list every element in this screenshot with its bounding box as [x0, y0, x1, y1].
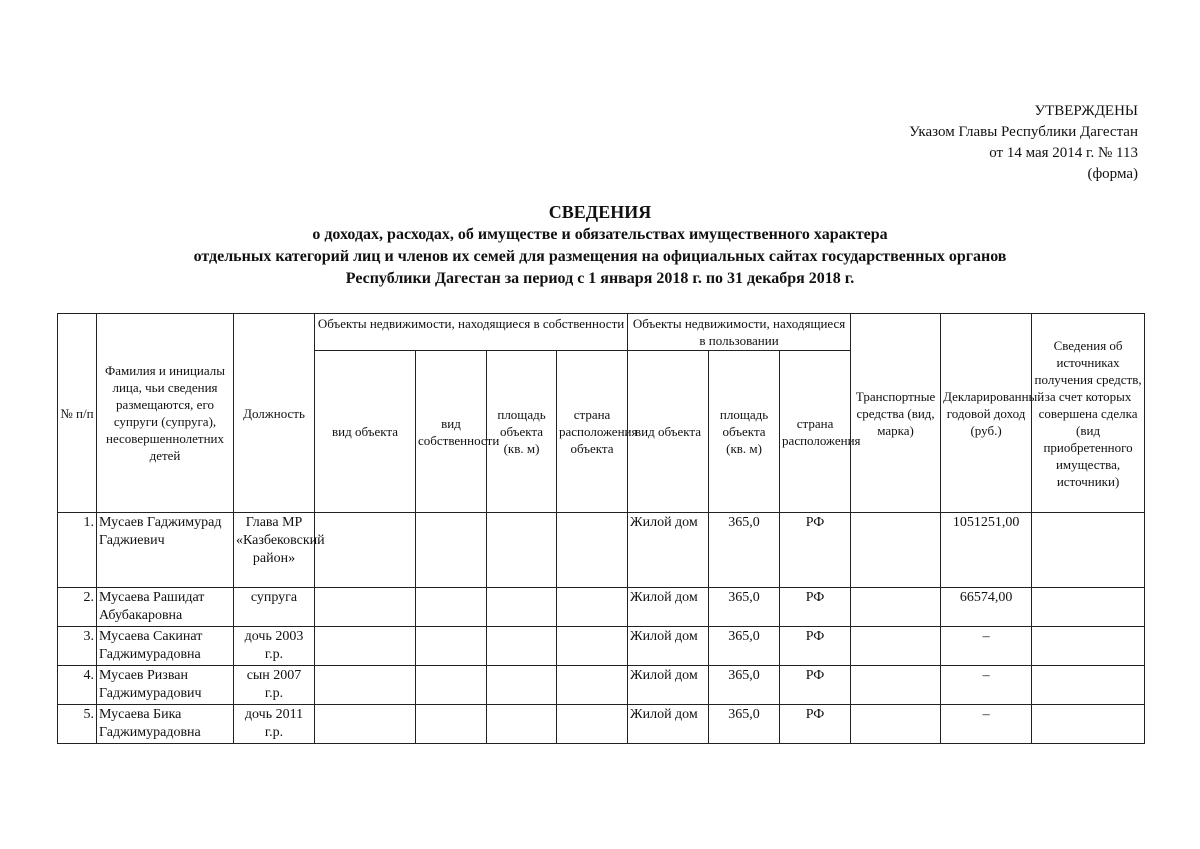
cell-name: Мусаева Бика Гаджимурадовна [97, 705, 234, 744]
cell-used-country: РФ [780, 513, 851, 588]
approval-line-decree: Указом Главы Республики Дагестан [909, 124, 1138, 140]
cell-used-type: Жилой дом [628, 627, 709, 666]
header-used-type: вид объекта [628, 351, 709, 513]
cell-used-country: РФ [780, 627, 851, 666]
cell-owned-area [487, 666, 557, 705]
cell-used-type: Жилой дом [628, 513, 709, 588]
table-row [58, 666, 1145, 705]
cell-owned-area [487, 627, 557, 666]
header-name: Фамилия и инициалы лица, чьи сведения размещаются, его супруги (супруга), несовершеннолетних детей [97, 314, 234, 513]
cell-num: 4. [58, 666, 97, 705]
cell-used-type: Жилой дом [628, 666, 709, 705]
cell-num: 1. [58, 513, 97, 588]
cell-name: Мусаева Сакинат Гаджимурадовна [97, 627, 234, 666]
table-row [58, 705, 1145, 744]
title-line-1: о доходах, расходах, об имуществе и обязательствах имущественного характера [312, 226, 888, 243]
cell-owned-country [557, 513, 628, 588]
header-owned-country: страна расположения объекта [557, 351, 628, 513]
cell-used-country: РФ [780, 588, 851, 627]
cell-used-area: 365,0 [709, 588, 780, 627]
header-used-country: страна расположения [780, 351, 851, 513]
cell-owned-type [315, 627, 416, 666]
cell-owned-area [487, 705, 557, 744]
cell-income: – [941, 705, 1032, 744]
cell-vehicles [851, 666, 941, 705]
cell-used-type: Жилой дом [628, 588, 709, 627]
cell-income: 66574,00 [941, 588, 1032, 627]
header-owned-type: вид объекта [315, 351, 416, 513]
cell-used-area: 365,0 [709, 513, 780, 588]
cell-position: дочь 2011 г.р. [234, 705, 315, 744]
cell-owned-country [557, 627, 628, 666]
cell-sources [1032, 588, 1145, 627]
cell-owned-type [315, 513, 416, 588]
cell-num: 5. [58, 705, 97, 744]
header-owned-area: площадь объекта (кв. м) [487, 351, 557, 513]
cell-sources [1032, 666, 1145, 705]
cell-position: Глава МР «Казбековский район» [234, 513, 315, 588]
cell-vehicles [851, 627, 941, 666]
cell-name: Мусаев Ризван Гаджимурадович [97, 666, 234, 705]
cell-owned-country [557, 666, 628, 705]
cell-used-area: 365,0 [709, 666, 780, 705]
cell-income: – [941, 627, 1032, 666]
header-owned-group: Объекты недвижимости, находящиеся в собственности [315, 314, 628, 351]
header-position: Должность [234, 314, 315, 513]
cell-position: дочь 2003 г.р. [234, 627, 315, 666]
cell-owned-ownership [416, 666, 487, 705]
cell-num: 2. [58, 588, 97, 627]
cell-position: супруга [234, 588, 315, 627]
header-used-group: Объекты недвижимости, находящиеся в пользовании [628, 314, 851, 351]
cell-owned-type [315, 705, 416, 744]
cell-used-country: РФ [780, 666, 851, 705]
header-sources: Сведения об источниках получения средств, за счет которых совершена сделка (вид приобретенного имущества, источники) [1032, 314, 1145, 513]
header-num: № п/п [58, 314, 97, 513]
approval-line-date: от 14 мая 2014 г. № 113 [989, 145, 1138, 161]
cell-name: Мусаев Гаджимурад Гаджиевич [97, 513, 234, 588]
cell-sources [1032, 627, 1145, 666]
cell-owned-area [487, 513, 557, 588]
cell-vehicles [851, 513, 941, 588]
title-line-2: отдельных категорий лиц и членов их семей для размещения на официальных сайтах государственных органов [193, 248, 1007, 265]
cell-income: 1051251,00 [941, 513, 1032, 588]
table-row [58, 588, 1145, 627]
declaration-table [57, 313, 1145, 744]
cell-owned-type [315, 666, 416, 705]
cell-name: Мусаева Рашидат Абубакаровна [97, 588, 234, 627]
cell-owned-country [557, 588, 628, 627]
cell-owned-ownership [416, 588, 487, 627]
header-owned-ownership: вид собственности [416, 351, 487, 513]
header-used-area: площадь объекта (кв. м) [709, 351, 780, 513]
cell-vehicles [851, 705, 941, 744]
table-row [58, 627, 1145, 666]
cell-owned-country [557, 705, 628, 744]
cell-sources [1032, 705, 1145, 744]
approval-line-approved: УТВЕРЖДЕНЫ [1034, 103, 1138, 119]
approval-line-form: (форма) [1087, 166, 1138, 182]
cell-used-area: 365,0 [709, 627, 780, 666]
cell-sources [1032, 513, 1145, 588]
cell-used-country: РФ [780, 705, 851, 744]
cell-used-type: Жилой дом [628, 705, 709, 744]
header-income: Декларированный годовой доход (руб.) [941, 314, 1032, 513]
cell-position: сын 2007 г.р. [234, 666, 315, 705]
cell-owned-type [315, 588, 416, 627]
cell-owned-ownership [416, 627, 487, 666]
title-main: СВЕДЕНИЯ [548, 202, 652, 222]
approval-stamp [909, 101, 1138, 185]
cell-owned-area [487, 588, 557, 627]
title-line-3: Республики Дагестан за период с 1 января 2018 г. по 31 декабря 2018 г. [345, 270, 855, 287]
header-vehicles: Транспортные средства (вид, марка) [851, 314, 941, 513]
cell-vehicles [851, 588, 941, 627]
cell-num: 3. [58, 627, 97, 666]
table-row [58, 513, 1145, 588]
header-row-top [58, 314, 1145, 351]
cell-owned-ownership [416, 513, 487, 588]
document-title [0, 200, 1200, 290]
cell-income: – [941, 666, 1032, 705]
cell-used-area: 365,0 [709, 705, 780, 744]
cell-owned-ownership [416, 705, 487, 744]
